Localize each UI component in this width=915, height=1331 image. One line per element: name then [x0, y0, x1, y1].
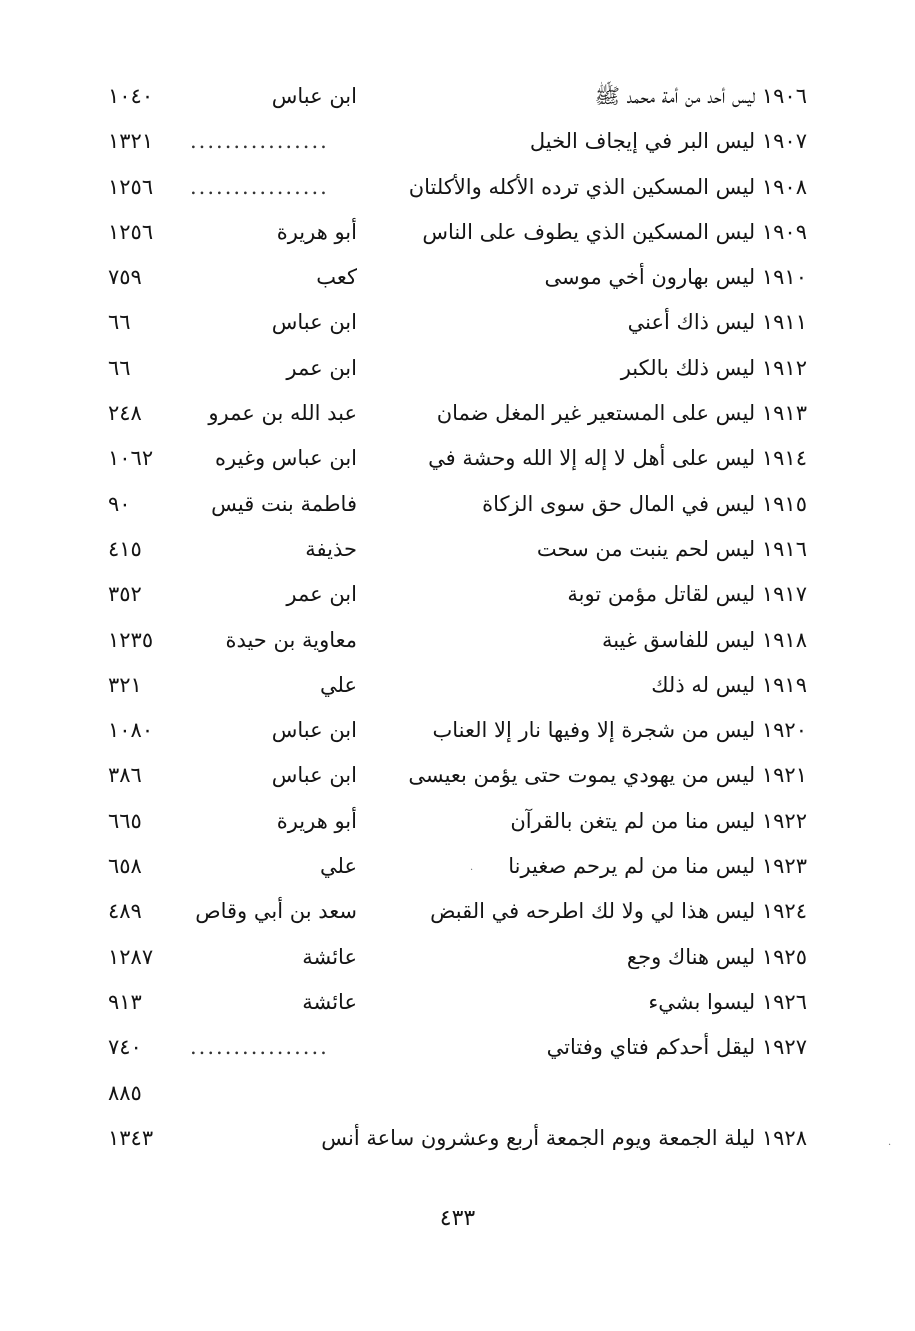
- index-entry: [0, 618, 915, 663]
- extra-page-ref: ٨٨٥: [108, 1080, 142, 1105]
- entry-text: ١٩١٨ ليس للفاسق غيبة: [601, 627, 807, 652]
- entry-text: ١٩٠٩ ليس المسكين الذي يطوف على الناس: [422, 219, 807, 244]
- entry-narrator: عبد الله بن عمرو: [208, 401, 357, 426]
- entry-narrator: معاوية بن حيدة: [225, 627, 357, 652]
- entry-narrator: ابن عباس: [271, 84, 357, 108]
- entry-text: ١٩١٧ ليس لقاتل مؤمن توبة: [567, 582, 807, 607]
- entry-page-ref: ٩٠: [108, 491, 131, 516]
- page-number: ٤٣٣: [439, 1206, 476, 1231]
- entry-narrator: كعب: [316, 265, 357, 290]
- entry-page-ref: ١٢٥٦: [108, 219, 154, 244]
- entry-narrator: ابن عباس: [271, 763, 357, 788]
- entry-narrator: عائشة: [302, 989, 357, 1014]
- entry-page-ref: ١٠٦٢: [108, 446, 154, 471]
- entry-text: ١٩٢١ ليس من يهودي يموت حتى يؤمن بعيسى: [408, 763, 807, 788]
- entry-narrator: أبو هريرة: [276, 219, 357, 244]
- speck: ·: [470, 865, 474, 876]
- index-entry: [0, 799, 915, 844]
- index-entry: [0, 527, 915, 572]
- entry-narrator: ابن عمر: [286, 582, 357, 607]
- entry-page-ref: ٧٤٠: [108, 1035, 142, 1060]
- entry-page-ref: ٣٨٦: [108, 763, 142, 788]
- entry-page-ref: ٦٦: [108, 310, 131, 335]
- index-entry: [0, 889, 915, 934]
- entry-text: ١٩٢٤ ليس هذا لي ولا لك اطرحه في القبض: [430, 899, 807, 924]
- index-entry: [0, 753, 915, 798]
- entry-text: ١٩٠٧ ليس البر في إيجاف الخيل: [529, 129, 807, 154]
- entry-page-ref: ٦٦٥: [108, 808, 142, 833]
- hadith-index-list: [0, 74, 915, 1162]
- index-entry: [0, 300, 915, 345]
- entry-page-ref: ١٢٣٥: [108, 627, 154, 652]
- entry-page-ref: ٤٨٩: [108, 899, 142, 924]
- entry-page-ref: ١٣٤٣: [108, 1125, 154, 1150]
- entry-narrator: عائشة: [302, 944, 357, 969]
- entry-page-ref: ٩١٣: [108, 989, 142, 1014]
- entry-page-ref: ١٢٥٦: [108, 174, 154, 199]
- index-entry: [0, 255, 915, 300]
- entry-page-ref: ٣٥٢: [108, 582, 142, 607]
- index-entry: [0, 708, 915, 753]
- index-entry: [0, 1116, 915, 1162]
- entry-text: ١٩١٤ ليس على أهل لا إله إلا الله وحشة في: [428, 446, 807, 471]
- entry-page-ref: ١٢٨٧: [108, 944, 154, 969]
- entry-text: ١٩١٢ ليس ذلك بالكبر: [620, 355, 807, 380]
- entry-page-ref: ١٣٢١: [108, 129, 154, 154]
- entry-page-ref: ٦٥٨: [108, 854, 142, 879]
- speck: ·: [888, 1140, 892, 1151]
- entry-narrator: علي: [320, 854, 357, 879]
- index-entry: [0, 165, 915, 210]
- index-entry: [0, 346, 915, 391]
- entry-narrator: ابن عباس: [271, 310, 357, 335]
- continuation-ref-row: [0, 1071, 915, 1116]
- entry-narrator: أبو هريرة: [276, 808, 357, 833]
- entry-page-ref: ٧٥٩: [108, 265, 142, 290]
- entry-text: ١٩٠٨ ليس المسكين الذي ترده الأكله والأكلتان: [408, 174, 807, 199]
- index-entry: [0, 844, 915, 889]
- entry-narrator: فاطمة بنت قيس: [211, 491, 357, 516]
- entry-text: ١٩٢٢ ليس منا من لم يتغن بالقرآن: [510, 808, 807, 833]
- entry-text: ١٩١٩ ليس له ذلك: [651, 672, 807, 697]
- entry-text: ١٩١٣ ليس على المستعير غير المغل ضمان: [436, 401, 807, 426]
- index-entry: [0, 663, 915, 708]
- entry-text: ١٩٢٦ ليسوا بشيء: [648, 989, 807, 1014]
- leader-dots: ................: [190, 129, 329, 154]
- index-entry: [0, 482, 915, 527]
- entry-text: ١٩٢٧ ليقل أحدكم فتاي وفتاتي: [546, 1035, 807, 1060]
- index-entry: [0, 74, 915, 119]
- leader-dots: ................: [190, 1035, 329, 1060]
- entry-page-ref: ٤١٥: [108, 536, 142, 561]
- index-entry: [0, 436, 915, 481]
- index-entry: [0, 1025, 915, 1070]
- entry-narrator: سعد بن أبي وقاص: [195, 899, 357, 924]
- entry-page-ref: ١٠٤٠: [108, 84, 154, 108]
- entry-narrator: ابن عباس وغيره: [215, 446, 357, 471]
- index-entry: [0, 119, 915, 164]
- index-entry: [0, 935, 915, 980]
- index-entry: [0, 210, 915, 255]
- entry-text: ١٩١١ ليس ذاك أعني: [627, 310, 807, 335]
- index-entry: [0, 572, 915, 617]
- entry-text: ١٩١٦ ليس لحم ينبت من سحت: [536, 536, 807, 561]
- entry-text: ١٩١٥ ليس في المال حق سوى الزكاة: [482, 491, 807, 516]
- entry-text: ١٩٠٦ ليس أحد من أمة محمد ﷺ: [594, 84, 807, 108]
- entry-text: ١٩٢٣ ليس منا من لم يرحم صغيرنا: [508, 854, 807, 879]
- entry-page-ref: ٣٢١: [108, 672, 142, 697]
- entry-text: ١٩١٠ ليس بهارون أخي موسى: [544, 265, 807, 290]
- entry-page-ref: ١٠٨٠: [108, 718, 154, 743]
- entry-text: ١٩٢٠ ليس من شجرة إلا وفيها نار إلا العناب: [432, 718, 807, 743]
- index-entry: [0, 391, 915, 436]
- entry-text: ١٩٢٨ ليلة الجمعة ويوم الجمعة أربع وعشرون ساعة أنس: [321, 1125, 807, 1150]
- leader-dots: ................: [190, 174, 329, 199]
- entry-text: ١٩٢٥ ليس هناك وجع: [626, 944, 807, 969]
- entry-narrator: ابن عباس: [271, 718, 357, 743]
- entry-narrator: علي: [320, 672, 357, 697]
- entry-page-ref: ٦٦: [108, 355, 131, 380]
- entry-narrator: ابن عمر: [286, 355, 357, 380]
- index-entry: [0, 980, 915, 1025]
- entry-narrator: حذيفة: [305, 536, 357, 561]
- entry-page-ref: ٢٤٨: [108, 401, 142, 426]
